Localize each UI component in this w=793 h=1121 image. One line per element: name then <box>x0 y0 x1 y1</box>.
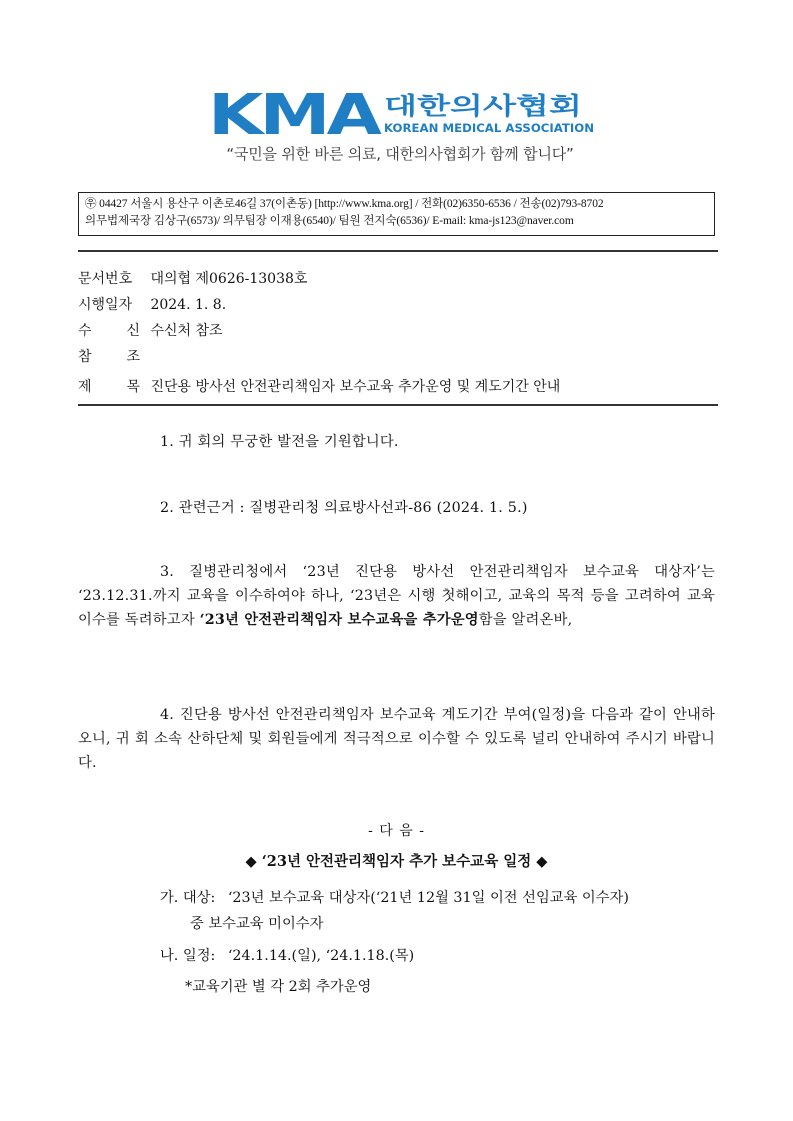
item-schedule <box>160 944 414 968</box>
logo-name-en: KOREAN MEDICAL ASSOCIATION <box>384 121 594 135</box>
logo-name-ko: 대한의사협회 <box>384 92 582 120</box>
contact-box <box>78 192 715 236</box>
note: *교육기관 별 각 2회 추가운영 <box>185 979 372 995</box>
item-target-text: ‘23년 보수교육 대상자(‘21년 12월 31일 이전 선임교육 이수자) <box>227 890 629 906</box>
item-target-cont: 중 보수교육 미이수자 <box>190 916 324 932</box>
paragraph-2: 2. 관련근거 : 질병관리청 의료방사선과-86 (2024. 1. 5.) <box>160 500 528 516</box>
recipient: 수신처 참조 <box>150 323 223 339</box>
contact-address-line: ㉾ 04427 서울시 용산구 이촌로46길 37(이촌동) [http://www.kma.org] / 전화(02)6350-6536 / 전송(02)793-8702 <box>85 198 604 210</box>
divider <box>78 404 718 406</box>
logo-mark: KMA <box>208 92 383 136</box>
subject-label: 제 목 <box>78 379 140 395</box>
item-target-label: 가. 대상: <box>160 890 216 906</box>
item-target <box>160 886 629 910</box>
item-schedule-label: 나. 일정: <box>160 948 216 964</box>
doc-number: 대의협 제0626-13038호 <box>150 271 308 287</box>
paragraph-4: 4. 진단용 방사선 안전관리책임자 보수교육 계도기간 부여(일정)을 다음과 같이 안내하오니, 귀 회 소속 산하단체 및 회원들에게 적극적으로 이수할 수 있도록 널리 안내하여 주시기 바랍니다. <box>78 707 715 771</box>
slogan: “국민을 위한 바른 의료, 대한의사협회가 함께 합니다” <box>226 145 574 163</box>
subject: 진단용 방사선 안전관리책임자 보수교육 추가운영 및 계도기간 안내 <box>150 379 561 395</box>
contact-staff-line: 의무법제국장 김상구(6573)/ 의무팀장 이재용(6540)/ 팀원 전지숙(6536)/ E-mail: kma-js123@naver.com <box>85 215 574 227</box>
schedule-title: ◆ ‘23년 안전관리책임자 추가 보수교육 일정 ◆ <box>245 853 548 870</box>
divider <box>78 250 718 252</box>
recipient-label: 수 신 <box>78 323 140 339</box>
paragraph-1: 1. 귀 회의 무궁한 발전을 기원합니다. <box>160 434 399 450</box>
date-row <box>78 294 226 316</box>
doc-number-label: 문서번호 <box>78 271 133 287</box>
kma-logo <box>208 92 598 136</box>
doc-number-row <box>78 268 307 290</box>
reference-row <box>78 346 146 368</box>
highlight-text: ‘23년 안전관리책임자 보수교육을 추가운영 <box>199 612 479 628</box>
issue-date: 2024. 1. 8. <box>150 297 227 313</box>
recipient-row <box>78 320 223 342</box>
subject-row <box>78 376 560 398</box>
reference-label: 참 조 <box>78 349 140 365</box>
next-heading: - 다 음 - <box>368 823 425 839</box>
item-schedule-text: ‘24.1.14.(일), ‘24.1.18.(목) <box>227 948 415 964</box>
date-label: 시행일자 <box>78 297 133 313</box>
paragraph-3: 3. 질병관리청에서 ‘23년 진단용 방사선 안전관리책임자 보수교육 대상자’는 ‘23.12.31.까지 교육을 이수하여야 하나, ‘23년은 시행 첫해이고, 교육의 목적 등을 고려하여 교육 이수를 독려하고자 ‘23년 안전관리책임자 보수교육을 추가운영함을 알려온바, <box>78 564 715 628</box>
